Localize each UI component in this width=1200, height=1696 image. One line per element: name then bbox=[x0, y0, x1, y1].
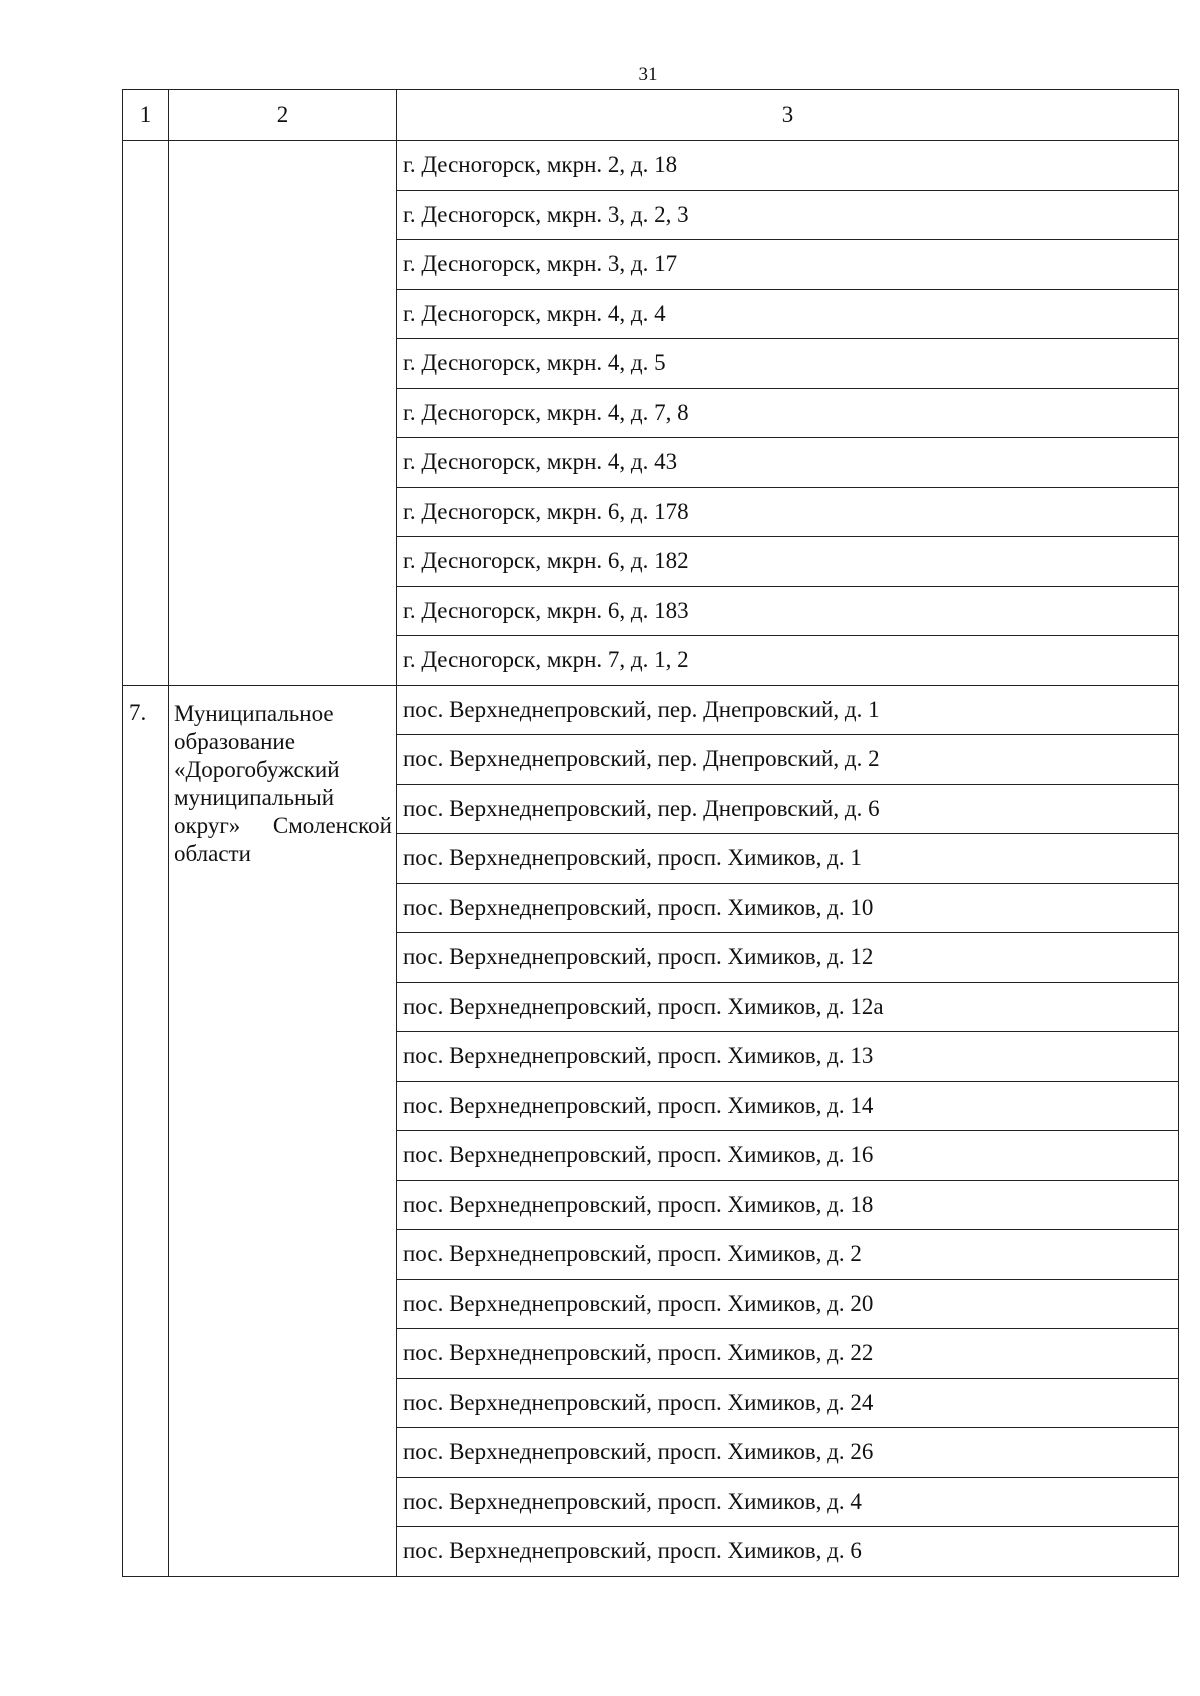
address-cell: г. Десногорск, мкрн. 7, д. 1, 2 bbox=[397, 636, 1179, 686]
table-body bbox=[123, 141, 1179, 1577]
municipality-name bbox=[169, 141, 397, 686]
address-cell: пос. Верхнеднепровский, просп. Химиков, д. 22 bbox=[397, 1329, 1179, 1379]
address-cell: г. Десногорск, мкрн. 6, д. 182 bbox=[397, 537, 1179, 587]
address-cell: пос. Верхнеднепровский, просп. Химиков, д. 10 bbox=[397, 883, 1179, 933]
group-number: 7. bbox=[123, 685, 169, 1576]
address-cell: пос. Верхнеднепровский, просп. Химиков, д. 14 bbox=[397, 1081, 1179, 1131]
address-cell: пос. Верхнеднепровский, пер. Днепровский, д. 2 bbox=[397, 735, 1179, 785]
address-cell: г. Десногорск, мкрн. 4, д. 5 bbox=[397, 339, 1179, 389]
address-cell: г. Десногорск, мкрн. 4, д. 7, 8 bbox=[397, 388, 1179, 438]
page-number: 31 bbox=[638, 64, 658, 85]
address-cell: пос. Верхнеднепровский, просп. Химиков, д. 12а bbox=[397, 982, 1179, 1032]
address-cell: пос. Верхнеднепровский, просп. Химиков, д. 6 bbox=[397, 1527, 1179, 1577]
municipality-name: Муниципальное образование «Дорогобужский муниципальный округ» Смоленской области bbox=[169, 685, 397, 1576]
address-cell: пос. Верхнеднепровский, просп. Химиков, д. 20 bbox=[397, 1279, 1179, 1329]
group-number bbox=[123, 141, 169, 686]
address-cell: пос. Верхнеднепровский, просп. Химиков, д. 18 bbox=[397, 1180, 1179, 1230]
address-cell: пос. Верхнеднепровский, просп. Химиков, д. 1 bbox=[397, 834, 1179, 884]
address-table bbox=[122, 89, 1179, 1577]
address-cell: г. Десногорск, мкрн. 3, д. 17 bbox=[397, 240, 1179, 290]
table-row bbox=[123, 141, 1179, 191]
table-row bbox=[123, 685, 1179, 735]
address-cell: г. Десногорск, мкрн. 4, д. 4 bbox=[397, 289, 1179, 339]
address-cell: пос. Верхнеднепровский, пер. Днепровский, д. 1 bbox=[397, 685, 1179, 735]
address-cell: пос. Верхнеднепровский, просп. Химиков, д. 4 bbox=[397, 1477, 1179, 1527]
header-row bbox=[123, 90, 1179, 141]
header-col-3: 3 bbox=[397, 90, 1179, 141]
address-cell: г. Десногорск, мкрн. 3, д. 2, 3 bbox=[397, 190, 1179, 240]
address-cell: г. Десногорск, мкрн. 6, д. 183 bbox=[397, 586, 1179, 636]
address-cell: пос. Верхнеднепровский, пер. Днепровский, д. 6 bbox=[397, 784, 1179, 834]
address-cell: пос. Верхнеднепровский, просп. Химиков, д. 24 bbox=[397, 1378, 1179, 1428]
address-cell: пос. Верхнеднепровский, просп. Химиков, д. 26 bbox=[397, 1428, 1179, 1478]
address-cell: пос. Верхнеднепровский, просп. Химиков, д. 12 bbox=[397, 933, 1179, 983]
address-cell: пос. Верхнеднепровский, просп. Химиков, д. 2 bbox=[397, 1230, 1179, 1280]
address-cell: г. Десногорск, мкрн. 6, д. 178 bbox=[397, 487, 1179, 537]
header-col-1: 1 bbox=[123, 90, 169, 141]
address-cell: пос. Верхнеднепровский, просп. Химиков, д. 13 bbox=[397, 1032, 1179, 1082]
address-cell: г. Десногорск, мкрн. 2, д. 18 bbox=[397, 141, 1179, 191]
address-cell: г. Десногорск, мкрн. 4, д. 43 bbox=[397, 438, 1179, 488]
header-col-2: 2 bbox=[169, 90, 397, 141]
address-cell: пос. Верхнеднепровский, просп. Химиков, д. 16 bbox=[397, 1131, 1179, 1181]
